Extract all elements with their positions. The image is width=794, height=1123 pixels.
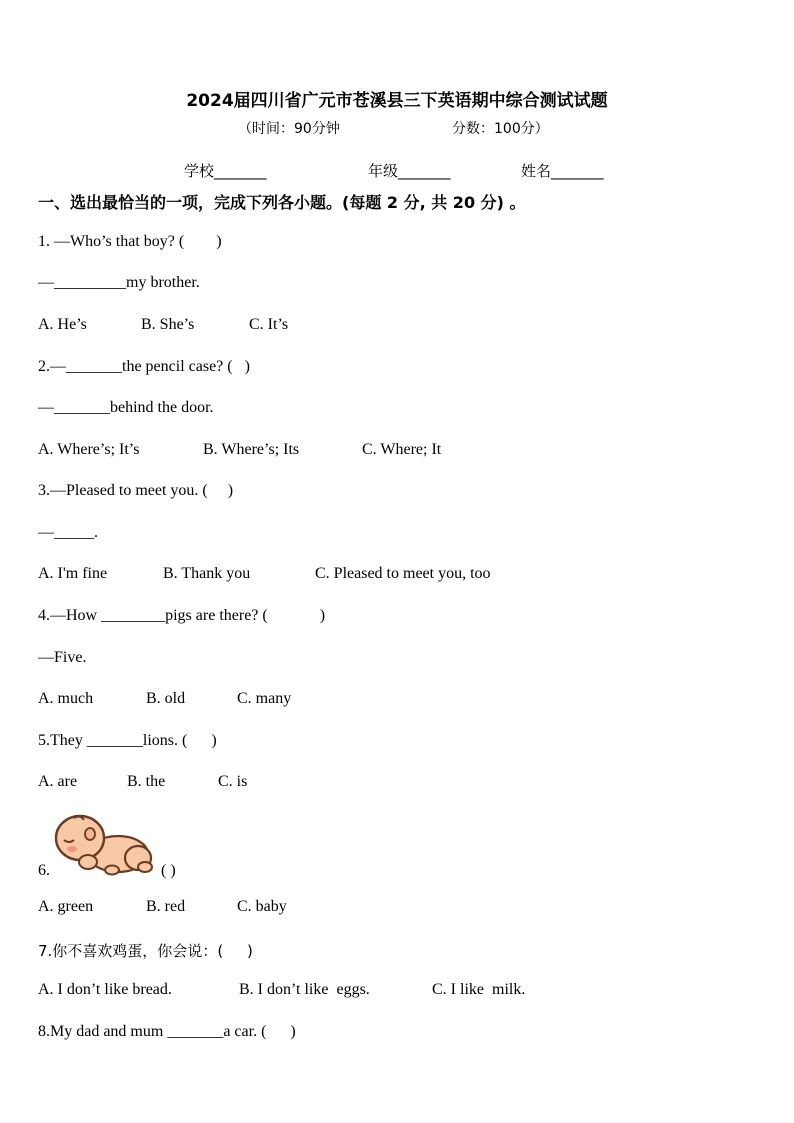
question-8: 8.My dad and mum _______a car. ( ) [38, 1023, 296, 1040]
section-heading: 一、选出最恰当的一项，完成下列各小题。(每题 2 分, 共 20 分) 。 [38, 193, 526, 212]
grade-field: 年级_______ [368, 162, 451, 180]
q6-option-b: B. red [146, 898, 186, 915]
q1-option-c: C. It’s [249, 316, 289, 333]
q6-option-a: A. green [38, 898, 94, 915]
time-limit: （时间：90分钟 [238, 121, 340, 137]
question-4-answer-line: —Five. [38, 649, 87, 666]
question-5: 5.They _______lions. ( ) [38, 732, 217, 749]
q4-option-a: A. much [38, 690, 94, 707]
q5-option-c: C. is [218, 773, 248, 790]
question-2-answer-line: —_______behind the door. [38, 399, 214, 416]
total-score: 分数：100分） [452, 121, 549, 137]
question-6-number: 6. [38, 862, 50, 879]
q3-option-a: A. I'm fine [38, 565, 108, 582]
name-field: 姓名_______ [521, 162, 604, 180]
question-7: 7.你不喜欢鸡蛋，你会说：( ) [38, 942, 253, 960]
q5-option-b: B. the [127, 773, 166, 790]
q2-option-c: C. Where; It [362, 441, 442, 458]
question-3-answer-line: —_____. [38, 524, 98, 541]
sleeping-baby-icon [50, 812, 154, 876]
q7-option-c: C. I like milk. [432, 981, 526, 998]
q1-option-a: A. He’s [38, 316, 87, 333]
q5-option-a: A. are [38, 773, 78, 790]
question-1-answer-line: —_________my brother. [38, 274, 200, 291]
q4-option-b: B. old [146, 690, 186, 707]
q2-option-a: A. Where’s; It’s [38, 441, 140, 458]
q1-option-b: B. She’s [141, 316, 195, 333]
q7-option-a: A. I don’t like bread. [38, 981, 172, 998]
school-field: 学校_______ [184, 162, 267, 180]
q3-option-c: C. Pleased to meet you, too [315, 565, 491, 582]
question-2: 2.—_______the pencil case? ( ) [38, 358, 250, 375]
q3-option-b: B. Thank you [163, 565, 251, 582]
q6-option-c: C. baby [237, 898, 287, 915]
exam-title: 2024届四川省广元市苍溪县三下英语期中综合测试试题 [186, 91, 608, 111]
question-3: 3.—Pleased to meet you. ( ) [38, 482, 234, 499]
question-4: 4.—How ________pigs are there? ( ) [38, 607, 326, 624]
q4-option-c: C. many [237, 690, 292, 707]
question-1: 1. —Who’s that boy? ( ) [38, 233, 222, 250]
question-6-paren: ( ) [161, 862, 176, 879]
q2-option-b: B. Where’s; Its [203, 441, 300, 458]
q7-option-b: B. I don’t like eggs. [239, 981, 370, 998]
